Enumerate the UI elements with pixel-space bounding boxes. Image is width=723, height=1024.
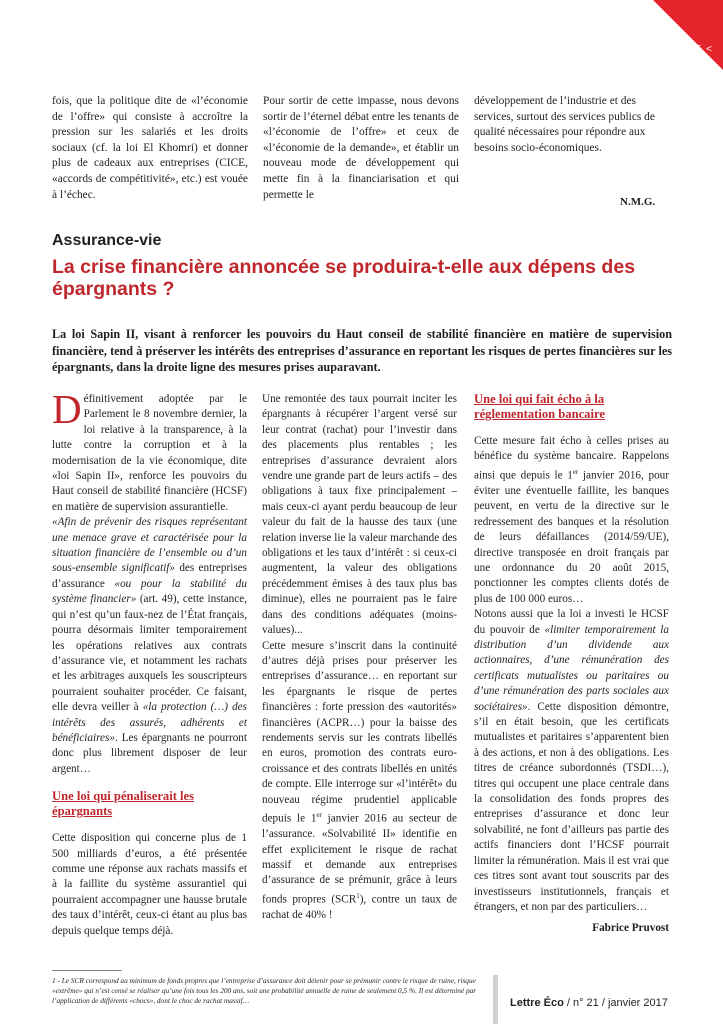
paragraph bbox=[474, 434, 669, 607]
paragraph-text: janvier 2016 au secteur de l’assurance. «Solvabilité II» identifie en effet explicitement le risque de rachat massif et demande aux entreprises d’assurance de se prémunir, grâce à leurs fonds propres (SCR bbox=[262, 812, 457, 906]
top-column-3: développement de l’industrie et des services, surtout des services publics de qualité nécessaires pour répondre aux besoins socio-économiques. bbox=[474, 95, 655, 154]
article-column-1 bbox=[52, 386, 248, 939]
quote: «limiter temporairement la distribution d’un dividende aux actionnaires, d’une rémunération des certificats mutualistes ou paritaires ou d’une rémunération des parts sociales aux sociétaires» bbox=[474, 623, 669, 713]
publication-name: Lettre Éco bbox=[510, 997, 564, 1009]
quote: «ou pour la stabilité du système financier» bbox=[52, 577, 247, 606]
paragraph-text: janvier 2016, pour éviter une éventuelle faillite, les banques peuvent, en vertu de la directive sur le redressement des banques et la résolution de leurs défaillances (2014/59/UE), directive transposée en droit français par une ordonnance du 20 août 2015, ponctionner les comptes clients dotés de plus de 100 000 euros… bbox=[474, 469, 669, 605]
footnote-separator bbox=[52, 970, 122, 971]
superscript: 1 bbox=[356, 891, 360, 900]
paragraph bbox=[52, 386, 247, 515]
superscript: er bbox=[316, 810, 322, 819]
top-column-1: fois, que la politique dite de «l’économie de l’offre» qui consiste à accroître la pression sur les salariés et les droits sociaux (cf. la loi El Khomri) et donner plus de cadeaux aux entreprises (CICE, «accords de compétitivité», etc.) est vouée à l’échec. bbox=[52, 95, 248, 201]
article-column-2 bbox=[262, 392, 457, 923]
paragraph-text: éfinitivement adoptée par le Parlement le 8 novembre dernier, la loi relative à la transparence, à la lutte contre la corruption et à la modernisation de la vie économique, dite «loi Sapin II», renforce les pouvoirs du Haut conseil de stabilité financière (HCSF) en matière de supervision assurantielle. bbox=[52, 393, 247, 513]
article-signature: Fabrice Pruvost bbox=[592, 922, 669, 935]
paragraph: Une remontée des taux pourrait inciter les épargnants à récupérer l’argent versé sur leur contrat (rachat) pour l’investir dans des placements plus rentables ; les entreprises d’assurance devraient alors vendre une grande part de leurs actifs – des obligations à taux fixe principalement – mais ceux-ci ayant perdu beaucoup de leur valeur du fait de la hausse des taux (une relation inverse lie la valeur marchande des obligations et les taux d’intérêt : si ceux-ci augmentent, la valeur des obligations précédemment émises à des taux plus bas diminue), elles ne pourraient pas le faire dans des conditions adéquates (moins-values)... bbox=[262, 393, 457, 637]
paragraph bbox=[262, 639, 457, 924]
paragraph bbox=[474, 607, 669, 915]
footer-divider bbox=[493, 975, 498, 1024]
paragraph-text: (art. 49), cette instance, qui n’est qu’un faux-nez de l’État français, pourra désormais limiter temporairement les opérations relatives aux contrats d’assurance vie, et notamment les rachats et les arbitrages auxquels les souscripteurs pourraient souhaiter procéder. Ce faisant, elle devra veiller à bbox=[52, 593, 247, 714]
page-corner-marker bbox=[653, 0, 723, 70]
quote: «Afin de prévenir des risques représentant une menace grave et caractérisée pour la situation financière de l’ensemble ou d’un sous-ensemble significatif» bbox=[52, 516, 247, 575]
article-kicker: Assurance-vie bbox=[52, 232, 162, 249]
paragraph-text: ), contre un taux de rachat de 40% ! bbox=[262, 893, 457, 921]
paragraph: Cette disposition qui concerne plus de 1 500 milliards d’euros, a été présentée comme une réponse aux rachats massifs et à la faillite du système assurantiel qui pourraient accompagner une hausse brutale des taux d’intérêt, ceux-ci étant au plus bas depuis quelque temps déjà. bbox=[52, 832, 247, 937]
footer bbox=[510, 997, 668, 1009]
top-column-2: Pour sortir de cette impasse, nous devons sortir de l’éternel débat entre les tenants de «l’économie de l’offre» et ceux de «l’économie de la demande», et établir un nouveau mode de développement qui mette fin à la financiarisation et qui permette le bbox=[263, 95, 459, 201]
quote: «la protection (…) des intérêts des assurés, adhérents et bénéficiaires» bbox=[52, 701, 247, 744]
article-column-3 bbox=[474, 392, 669, 937]
paragraph-text: Cette mesure fait écho à celles prises au bénéfice du système bancaire. Rappelons ainsi que depuis le 1 bbox=[474, 435, 669, 482]
drop-cap: D bbox=[52, 386, 82, 432]
page-number: 5 < bbox=[695, 44, 713, 55]
article-headline: La crise financière annoncée se produira-t-elle aux dépens des épargnants ? bbox=[52, 256, 636, 300]
paragraph-text: . Cette disposition démontre, s’il en était besoin, que les certificats mutualistes et paritaires s’apparentent bien à des actions, et non à des obligations. Les titres de créance subordonnés (TSDI…), titres qui occupent une place centrale dans la consolidation des fonds propres des entreprises d’assurance et donc leur solvabilité, ne font d’ailleurs pas partie des actifs financiers dont l’HCSF pourrait limiter la rémunération. Mais il est vrai que ces titres sont avant tout souscrits par des investisseurs institutionnels, français et étrangers, et non par des particuliers… bbox=[474, 700, 669, 913]
paragraph-text: Cette mesure s’inscrit dans la continuité d’autres déjà prises pour préserver les entreprises d’assurance… en reportant sur les épargnants le risque de pertes financières : forte pression des «autorités» financières (ACPR…) pour la baisse des rendements servis sur les contrats libellés en euros, promotion des contrats euro-croissance et des contrats libellés en unités de compte. Elle interroge sur «l’intérêt» du nouveau régime prudentiel applicable depuis le 1 bbox=[262, 639, 457, 825]
paragraph-text: des entreprises d’assurance bbox=[52, 562, 248, 590]
article-chapo: La loi Sapin II, visant à renforcer les pouvoirs du Haut conseil de stabilité financière en matière de supervision financière, tend à préserver les intérêts des entreprises d’assurance en reportant les risques de pertes financières sur les épargnants, dans la droite ligne des mesures prises auparavant. bbox=[52, 327, 672, 374]
paragraph-text: Notons aussi que la loi a investi le HCSF du pouvoir de bbox=[474, 608, 669, 636]
subheading: Une loi qui pénaliserait les épargnants bbox=[52, 789, 195, 819]
footnote: 1 - Le SCR correspond au minimum de fonds propres que l’entreprise d’assurance doit détenir pour se prémunir contre le risque de ruine, risque «extrême» qui n’est censé se réaliser qu’une fois tous les 200 ans, soit une probabilité annuelle de ruine de seulement 0,5 %. Il est déterminé par l’application de différents «chocs», dont le choc de rachat massif… bbox=[52, 976, 477, 1005]
subheading: Une loi qui fait écho à la réglementation bancaire bbox=[474, 392, 605, 421]
paragraph-text: . Les épargnants ne pourront donc plus librement disposer de leur argent… bbox=[52, 731, 247, 775]
paragraph bbox=[52, 515, 247, 777]
superscript: er bbox=[572, 467, 579, 476]
issue-info: / n° 21 / janvier 2017 bbox=[563, 997, 668, 1009]
top-signature: N.M.G. bbox=[620, 196, 656, 208]
